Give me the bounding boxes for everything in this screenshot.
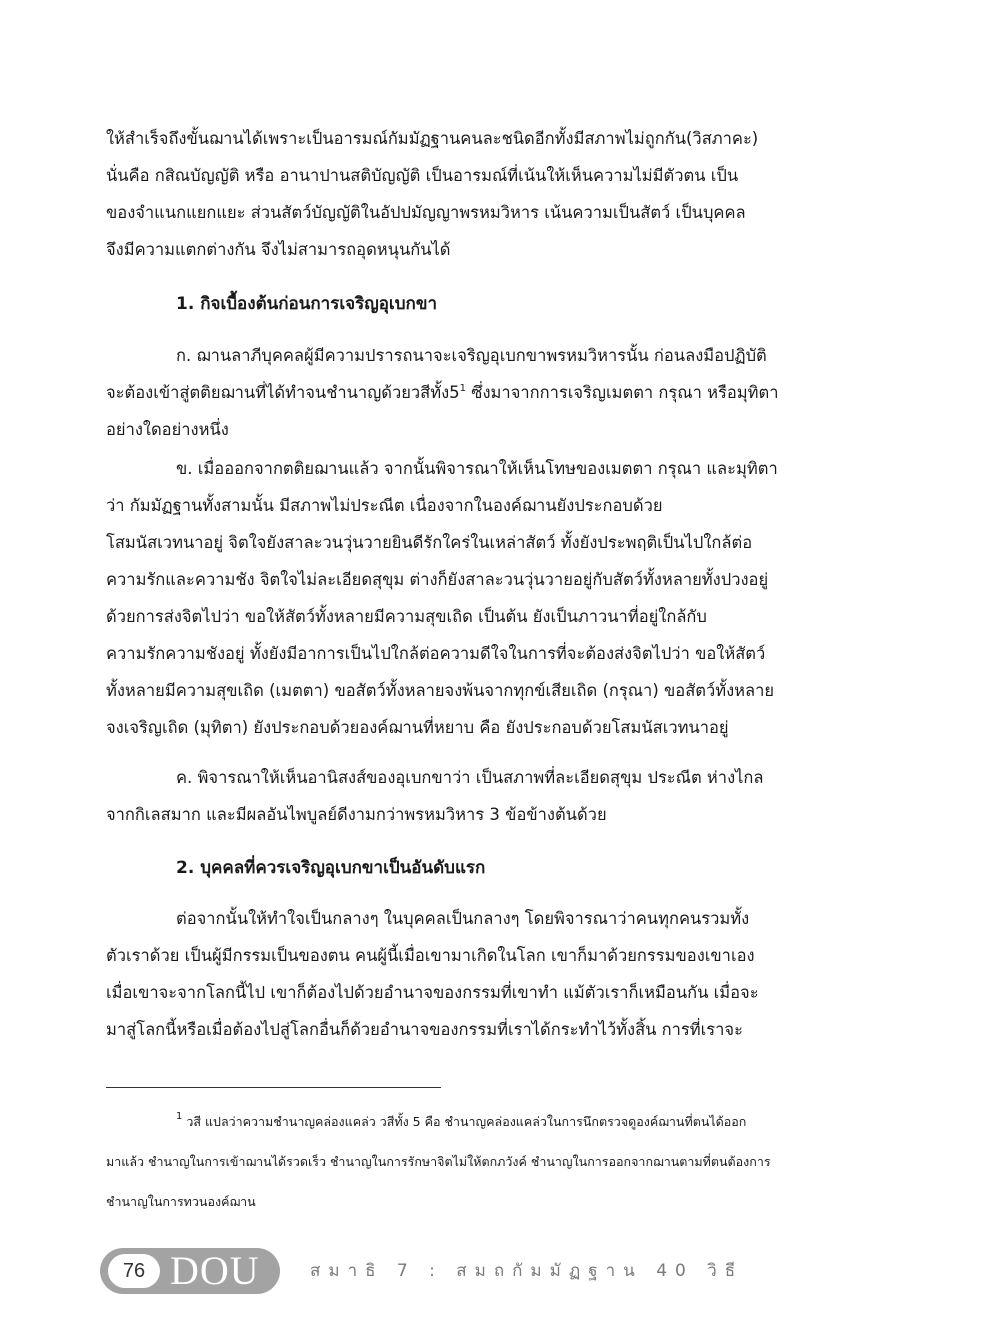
book-title: สมาธิ 7 : สมถกัมมัฏฐาน 40 วิธี — [310, 1261, 744, 1281]
text-line: นั่นคือ กสิณบัญญัติ หรือ อานาปานสติบัญญัติ เป็นอารมณ์ที่เน้นให้เห็นความไม่มีตัวตน เป็น — [106, 166, 739, 185]
text-line: ให้สำเร็จถึงขั้นฌานได้เพราะเป็นอารมณ์กัมมัฏฐานคนละชนิดอีกทั้งมีสภาพไม่ถูกกัน(วิสภาคะ) — [106, 129, 759, 148]
footnote — [106, 1102, 882, 1222]
text-line: ว่า กัมมัฏฐานทั้งสามนั้น มีสภาพไม่ประณีต เนื่องจากในองค์ฌานยังประกอบด้วย — [106, 496, 663, 515]
section-heading-2: 2. บุคคลที่ควรเจริญอุเบกขาเป็นอันดับแรก — [176, 858, 486, 878]
text-line: ความรักและความชัง จิตใจไม่ละเอียดสุขุม ต่างก็ยังสาละวนวุ่นวายอยู่กับสัตว์ทั้งหลายทั้งปวงอยู่ — [106, 570, 769, 589]
text-line: ความรักความชังอยู่ ทั้งยังมีอาการเป็นไปใกล้ต่อความดีใจในการที่จะต้องส่งจิตไปว่า ขอให้สัตว์ — [106, 644, 766, 663]
paragraph-kho-kwai — [106, 759, 882, 833]
text-line: อย่างใดอย่างหนึ่ง — [106, 420, 229, 439]
text-segment: วสี แปลว่าความชำนาญคล่องแคล่ว วสีทั้ง 5 คือ ชำนาญคล่องแคล่วในการนึกตรวจดูองค์ฌานที่ตนได้ออก — [182, 1114, 747, 1129]
text-line: ก. ฌานลาภีบุคคลผู้มีความปรารถนาจะเจริญอุเบกขาพรหมวิหารนั้น ก่อนลงมือปฏิบัติ — [176, 346, 767, 365]
paragraph-section-2 — [106, 900, 882, 1048]
text-line — [106, 374, 882, 411]
text-line: ข. เมื่อออกจากตติยฌานแล้ว จากนั้นพิจารณาให้เห็นโทษของเมตตา กรุณา และมุทิตา — [176, 459, 778, 478]
text-line: จากกิเลสมาก และมีผลอันไพบูลย์ดีงามกว่าพรหมวิหาร 3 ข้อข้างต้นด้วย — [106, 805, 607, 824]
footer-badge — [100, 1248, 280, 1294]
paragraph-kho — [106, 450, 882, 746]
text-line: ตัวเราด้วย เป็นผู้มีกรรมเป็นของตน คนผู้นี้เมื่อเขามาเกิดในโลก เขาก็มาด้วยกรรมของเขาเอง — [106, 946, 755, 965]
footnote-line: ชำนาญในการทวนองค์ฌาน — [106, 1194, 256, 1209]
text-segment: ซึ่งมาจากการเจริญเมตตา กรุณา หรือมุทิตา — [466, 383, 779, 402]
text-line: ของจำแนกแยกแยะ ส่วนสัตว์บัญญัติในอัปปมัญญาพรหมวิหาร เน้นความเป็นสัตว์ เป็นบุคคล — [106, 203, 746, 222]
footnote-reference[interactable]: 1 — [459, 383, 467, 394]
text-line: เมื่อเขาจะจากโลกนี้ไป เขาก็ต้องไปด้วยอำนาจของกรรมที่เขาทำ แม้ตัวเราก็เหมือนกัน เมื่อจะ — [106, 983, 759, 1002]
dou-logo: DOU — [170, 1248, 260, 1293]
section-heading-1: 1. กิจเบื้องต้นก่อนการเจริญอุเบกขา — [176, 294, 437, 314]
text-line: ต่อจากนั้นให้ทำใจเป็นกลางๆ ในบุคคลเป็นกลางๆ โดยพิจารณาว่าคนทุกคนรวมทั้ง — [176, 909, 750, 928]
text-line: ด้วยการส่งจิตไปว่า ขอให้สัตว์ทั้งหลายมีความสุขเถิด เป็นต้น ยังเป็นภาวนาที่อยู่ใกล้กับ — [106, 607, 707, 626]
text-line: ค. พิจารณาให้เห็นอานิสงส์ของอุเบกขาว่า เป็นสภาพที่ละเอียดสุขุม ประณีต ห่างไกล — [176, 768, 764, 787]
text-line: โสมนัสเวทนาอยู่ จิตใจยังสาละวนวุ่นวายยินดีรักใคร่ในเหล่าสัตว์ ทั้งยังประพฤติเป็นไปใกล้ต่อ — [106, 533, 753, 552]
footnote-line — [106, 1102, 882, 1142]
paragraph-ka — [106, 337, 882, 448]
page-number: 76 — [108, 1254, 160, 1288]
footnote-line: มาแล้ว ชำนาญในการเข้าฌานได้รวดเร็ว ชำนาญในการรักษาจิตไม่ให้ตกภวังค์ ชำนาญในการออกจากฌานตามที่ตนต้องการ — [106, 1154, 771, 1169]
footnote-marker: 1 — [176, 1111, 183, 1122]
text-line: มาสู่โลกนี้หรือเมื่อต้องไปสู่โลกอื่นก็ด้วยอำนาจของกรรมที่เราได้กระทำไว้ทั้งสิ้น การที่เราจะ — [106, 1020, 743, 1039]
text-line: จึงมีความแตกต่างกัน จึงไม่สามารถอุดหนุนกันได้ — [106, 240, 451, 259]
text-line: ทั้งหลายมีความสุขเถิด (เมตตา) ขอสัตว์ทั้งหลายจงพ้นจากทุกข์เสียเถิด (กรุณา) ขอสัตว์ทั้งหลาย — [106, 681, 775, 700]
text-line: จงเจริญเถิด (มุทิตา) ยังประกอบด้วยองค์ฌานที่หยาบ คือ ยังประกอบด้วยโสมนัสเวทนาอยู่ — [106, 718, 729, 737]
footnote-divider — [106, 1087, 441, 1088]
intro-paragraph — [106, 120, 882, 268]
page-footer — [100, 1248, 900, 1294]
text-segment: จะต้องเข้าสู่ตติยฌานที่ได้ทำจนชำนาญด้วยวสีทั้ง5 — [106, 383, 460, 402]
